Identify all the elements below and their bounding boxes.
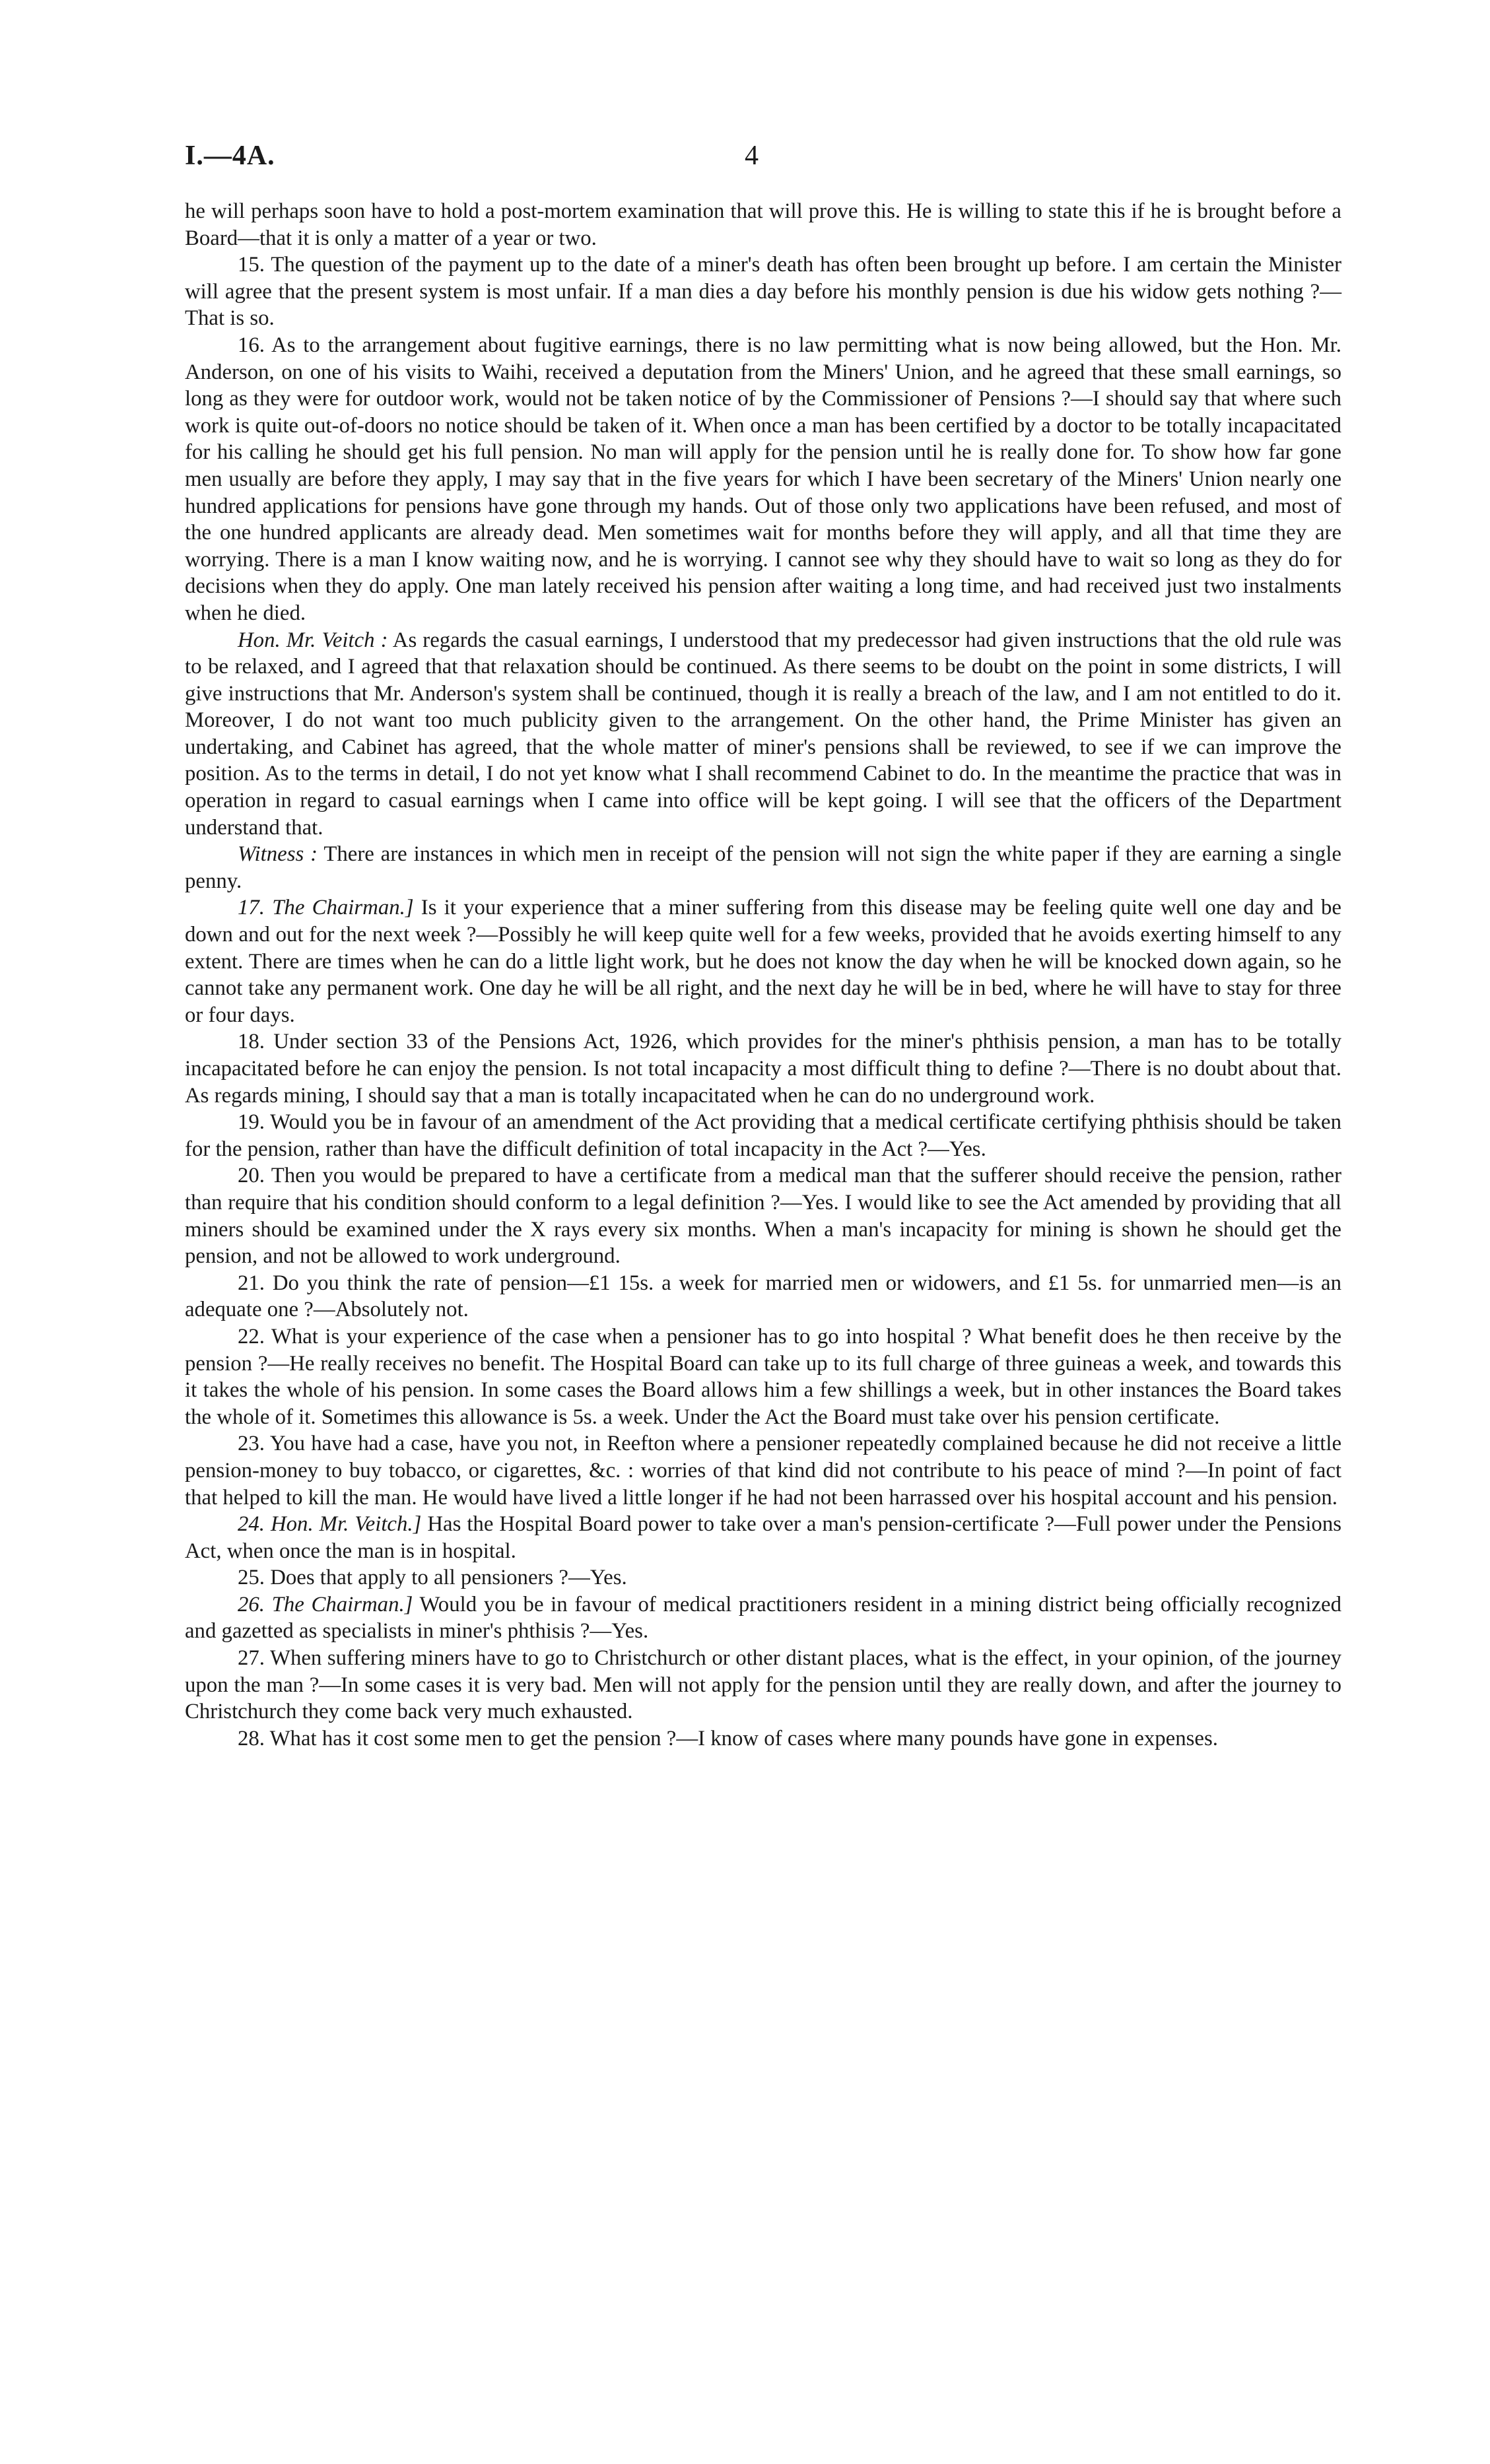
document-reference: I.—4A. [185, 141, 275, 171]
paragraph-text: Is it your experience that a miner suffering from this disease may be feeling quite well one day and be down and out for the next week ?—Possibly he will keep quite well for a few weeks, provided that he avoids exerting himself to any extent. There are times when he can do a little light work, but he does not know the day when he will be knocked down again, so he cannot take any permanent work. One day he will be all right, and the next day he will be in bed, where he will have to stay for three or four days. [185, 896, 1341, 1027]
paragraph [185, 251, 1341, 332]
paragraph-text: 20. Then you would be prepared to have a certificate from a medical man that the sufferer should receive the pension, rather than require that his condition should conform to a legal definition ?—Yes. I would like to see the Act amended by providing that all miners should be examined under the X rays every six months. When a man's incapacity for mining is shown he should get the pension, and not be allowed to work underground. [185, 1164, 1341, 1269]
paragraph [185, 894, 1341, 1028]
paragraph-text: Has the Hospital Board power to take over a man's pension-certificate ?—Full power under the Pensions Act, when once the man is in hospital. [185, 1512, 1341, 1563]
page-number: 4 [745, 141, 759, 171]
speaker-label: Witness : [238, 842, 318, 867]
paragraph-text: Would you be in favour of medical practitioners resident in a mining district being officially recognized and gazetted as specialists in miner's phthisis ?—Yes. [185, 1592, 1341, 1644]
paragraph-text: There are instances in which men in receipt of the pension will not sign the white paper if they are earning a single penny. [185, 842, 1341, 893]
paragraph [185, 332, 1341, 627]
paragraph [185, 1591, 1341, 1645]
speaker-label: Hon. Mr. Veitch : [238, 628, 388, 652]
paragraph-text: 22. What is your experience of the case when a pensioner has to go into hospital ? What benefit does he then receive by the pension ?—He really receives no benefit. The Hospital Board can take up to its full charge of three guineas a week, and towards this it takes the whole of his pension. In some cases the Board allows him a few shillings a week, but in other instances the Board takes the whole of it. Sometimes this allowance is 5s. a week. Under the Act the Board must take over his pension certificate. [185, 1324, 1341, 1429]
paragraph [185, 841, 1341, 894]
paragraph-text: 18. Under section 33 of the Pensions Act, 1926, which provides for the miner's phthisis pension, a man has to be totally incapacitated before he can enjoy the pension. Is not total incapacity a most difficult thing to define ?—There is no doubt about that. As regards mining, I should say that a man is totally incapacitated when he can do no underground work. [185, 1030, 1341, 1108]
paragraph-text: 16. As to the arrangement about fugitive earnings, there is no law permitting what is now being allowed, but the Hon. Mr. Anderson, on one of his visits to Waihi, received a deputation from the Miners' Union, and he agreed that these small earnings, so long as they were for outdoor work, would not be taken notice of by the Commissioner of Pensions ?—I should say that where such work is quite out-of-doors no notice should be taken of it. When once a man has been certified by a doctor to be totally incapacitated for his calling he should get his full pension. No man will apply for the pension until he is really done for. To show how far gone men usually are before they apply, I may say that in the five years for which I have been secretary of the Miners' Union nearly one hundred applications for pensions have gone through my hands. Out of those only two applications have been refused, and most of the one hundred applicants are already dead. Men sometimes wait for months before they will apply, and all that time they are worrying. There is a man I know waiting now, and he is worrying. I cannot see why they should have to wait so long as they do for decisions when they do apply. One man lately received his pension after waiting a long time, and had received just two instalments when he died. [185, 333, 1341, 625]
paragraph [185, 1028, 1341, 1109]
paragraph [185, 1645, 1341, 1725]
paragraph [185, 1270, 1341, 1323]
speaker-label: 17. The Chairman.] [238, 896, 414, 920]
document-body [185, 198, 1341, 1752]
paragraph-text: he will perhaps soon have to hold a post-mortem examination that will prove this. He is willing to state this if he is brought before a Board—that it is only a matter of a year or two. [185, 199, 1341, 250]
paragraph-text: 19. Would you be in favour of an amendment of the Act providing that a medical certificate certifying phthisis should be taken for the pension, rather than have the difficult definition of total incapacity in the Act ?—Yes. [185, 1110, 1341, 1161]
paragraph-text: 15. The question of the payment up to the date of a miner's death has often been brought up before. I am certain the Minister will agree that the present system is most unfair. If a man dies a day before his monthly pension is due his widow gets nothing ?—That is so. [185, 253, 1341, 331]
speaker-label: 24. Hon. Mr. Veitch.] [238, 1512, 422, 1537]
paragraph-text: As regards the casual earnings, I understood that my predecessor had given instructions that the old rule was to be relaxed, and I agreed that that relaxation should be continued. As there seems to be doubt on the point in some districts, I will give instructions that Mr. Anderson's system shall be continued, though it is really a breach of the law, and I am not entitled to do it. Moreover, I do not want too much publicity given to the arrangement. On the other hand, the Prime Minister has given an undertaking, and Cabinet has agreed, that the whole matter of miner's pensions shall be reviewed, to see if we can improve the position. As to the terms in detail, I do not yet know what I shall recommend Cabinet to do. In the meantime the practice that was in operation in regard to casual earnings when I came into office will be kept going. I will see that the officers of the Department understand that. [185, 628, 1341, 840]
paragraph [185, 1162, 1341, 1269]
paragraph [185, 1564, 1341, 1591]
speaker-label: 26. The Chairman.] [238, 1592, 413, 1616]
paragraph [185, 1511, 1341, 1564]
paragraph [185, 198, 1341, 251]
paragraph [185, 1109, 1341, 1162]
paragraph-text: 28. What has it cost some men to get the pension ?—I know of cases where many pounds have gone in expenses. [238, 1726, 1218, 1750]
paragraph [185, 1323, 1341, 1430]
paragraph [185, 1725, 1341, 1752]
paragraph-text: 25. Does that apply to all pensioners ?—Yes. [238, 1566, 627, 1590]
paragraph-text: 23. You have had a case, have you not, in Reefton where a pensioner repeatedly complained because he did not receive a little pension-money to buy tobacco, or cigarettes, &c. : worries of that kind did not contribute to his peace of mind ?—In point of fact that helped to kill the man. He would have lived a little longer if he had not been harrassed over his hospital account and his pension. [185, 1432, 1341, 1510]
paragraph [185, 1430, 1341, 1511]
paragraph [185, 627, 1341, 842]
paragraph-text: 21. Do you think the rate of pension—£1 15s. a week for married men or widowers, and £1 5s. for unmarried men—is an adequate one ?—Absolutely not. [185, 1271, 1341, 1322]
paragraph-text: 27. When suffering miners have to go to Christchurch or other distant places, what is the effect, in your opinion, of the journey upon the man ?—In some cases it is very bad. Men will not apply for the pension until they are really down, and after the journey to Christchurch they come back very much exhausted. [185, 1646, 1341, 1724]
